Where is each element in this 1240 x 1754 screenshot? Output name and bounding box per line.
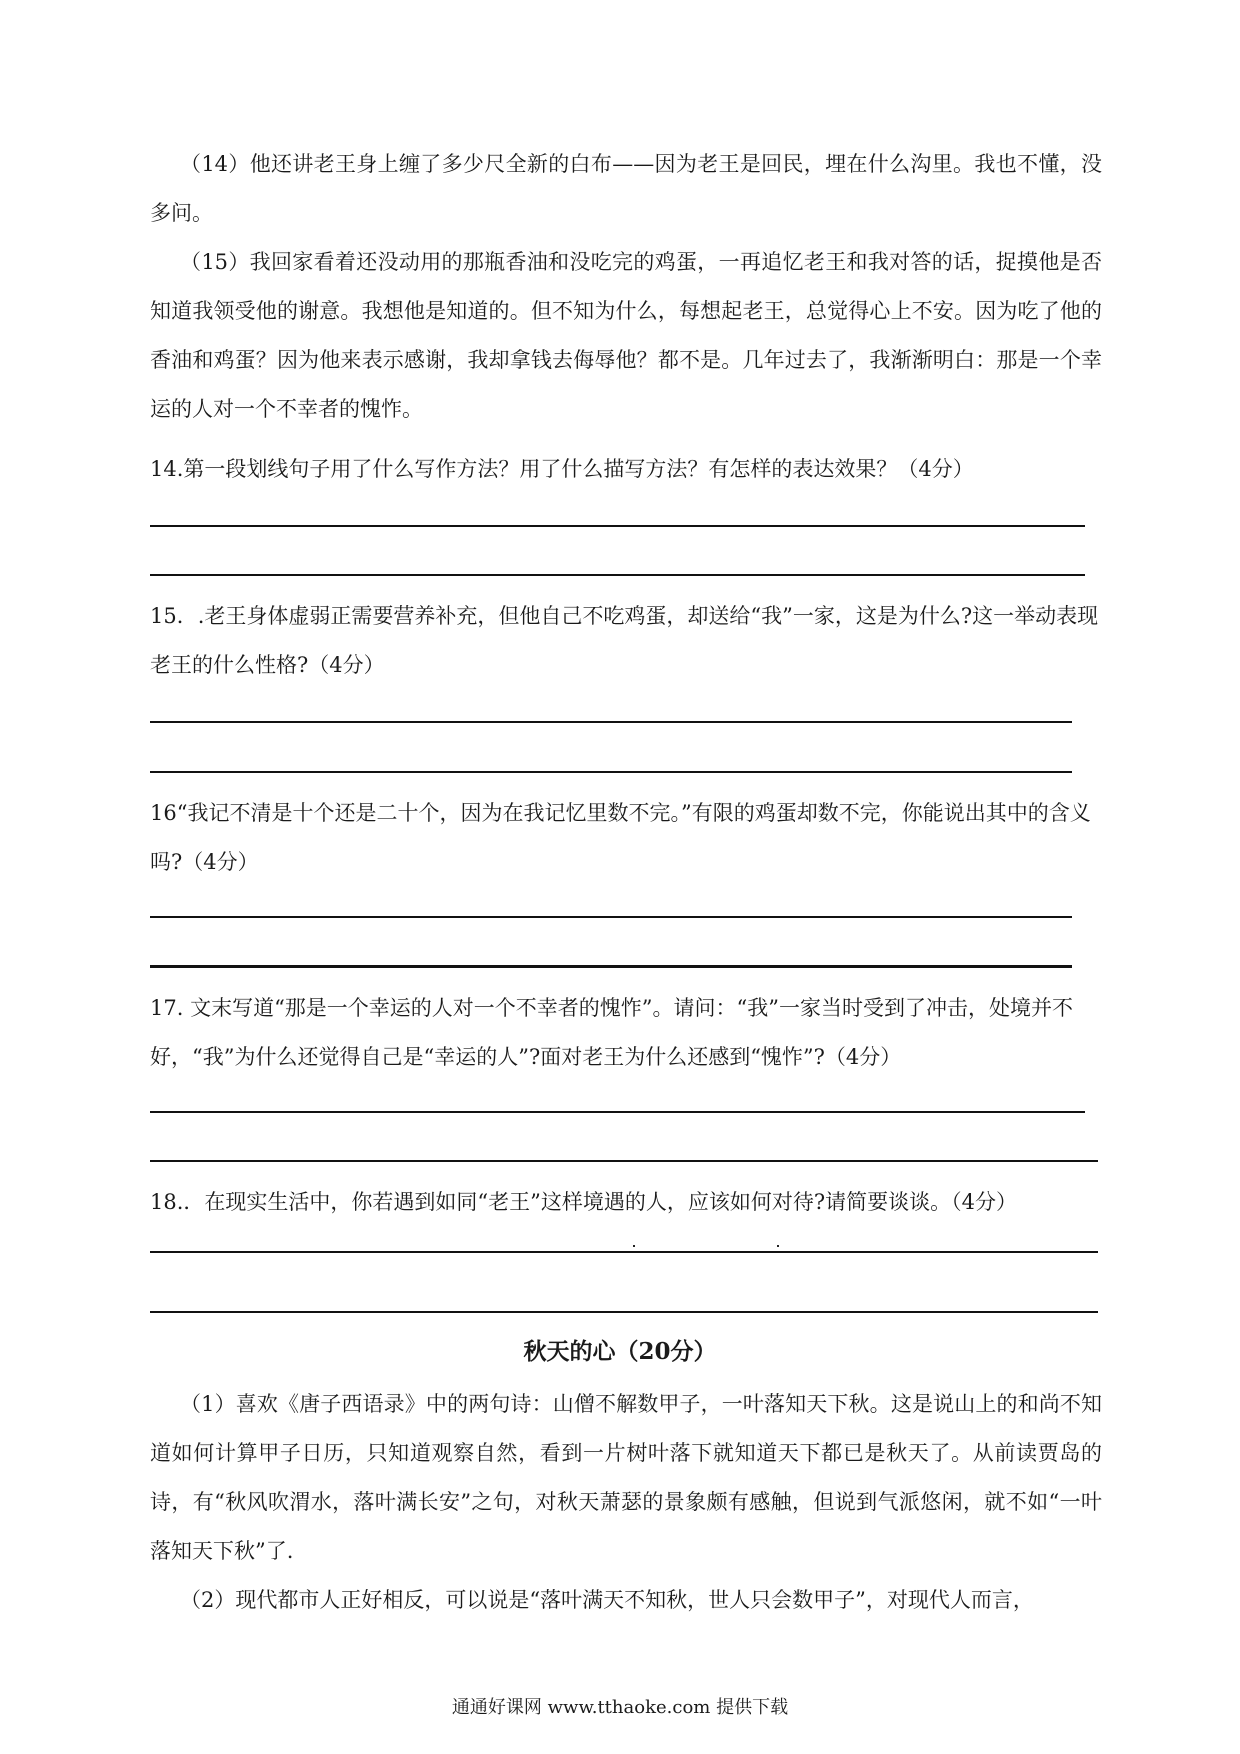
passage-paragraph-15: （15）我回家看着还没动用的那瓶香油和没吃完的鸡蛋，一再追忆老王和我对答的话，捉摸他是否知道我领受他的谢意。我想他是知道的。但不知为什么，每想起老王，总觉得心上不安。因为吃了他的香油和鸡蛋？因为他来表示感谢，我却拿钱去侮辱他？都不是。几年过去了，我渐渐明白：那是一个幸运的人对一个不幸者的愧怍。 (150, 250, 1102, 421)
section-paragraph-2: （2）现代都市人正好相反，可以说是“落叶满天不知秋，世人只会数甲子”，对现代人而言， (180, 1588, 1034, 1612)
question-17: 17. 文末写道“那是一个幸运的人对一个不幸者的愧怍”。请问：“我”一家当时受到了冲击，处境并不好，“我”为什么还觉得自己是“幸运的人”?面对老王为什么还感到“愧怍”?（4分） (150, 996, 1074, 1069)
answer-line (150, 771, 1072, 773)
answer-line (150, 574, 1085, 576)
page-footer: 通通好课网 www.tthaoke.com 提供下载 (451, 1697, 789, 1718)
stray-mark (633, 1245, 635, 1247)
passage-paragraph-14: （14）他还讲老王身上缠了多少尺全新的白布——因为老王是回民，埋在什么沟里。我也不懂，没多问。 (150, 152, 1102, 225)
answer-line (150, 1251, 1098, 1253)
question-18: 18.．在现实生活中，你若遇到如同“老王”这样境遇的人，应该如何对待?请简要谈谈。（4分） (150, 1190, 1017, 1214)
answer-line (150, 1311, 1098, 1313)
section-paragraph-1: （1）喜欢《唐子西语录》中的两句诗：山僧不解数甲子，一叶落知天下秋。这是说山上的和尚不知道如何计算甲子日历，只知道观察自然，看到一片树叶落下就知道天下都已是秋天了。从前读贾岛的诗，有“秋风吹渭水，落叶满长安”之句，对秋天萧瑟的景象颇有感触，但说到气派悠闲，就不如“一叶落知天下秋”了. (150, 1392, 1102, 1563)
answer-line (150, 721, 1072, 723)
answer-line (150, 965, 1072, 968)
answer-line (150, 1160, 1098, 1162)
stray-mark (777, 1245, 779, 1247)
question-15: 15．.老王身体虚弱正需要营养补充，但他自己不吃鸡蛋，却送给“我”一家，这是为什么?这一举动表现老王的什么性格?（4分） (150, 604, 1099, 677)
answer-line (150, 525, 1085, 527)
section-title: 秋天的心（20分） (523, 1338, 717, 1365)
answer-line (150, 916, 1072, 918)
question-16: 16“我记不清是十个还是二十个，因为在我记忆里数不完。”有限的鸡蛋却数不完，你能说出其中的含义吗?（4分） (150, 801, 1091, 874)
answer-line (150, 1111, 1085, 1113)
question-14: 14.第一段划线句子用了什么写作方法？用了什么描写方法？有怎样的表达效果？（4分） (150, 457, 974, 481)
